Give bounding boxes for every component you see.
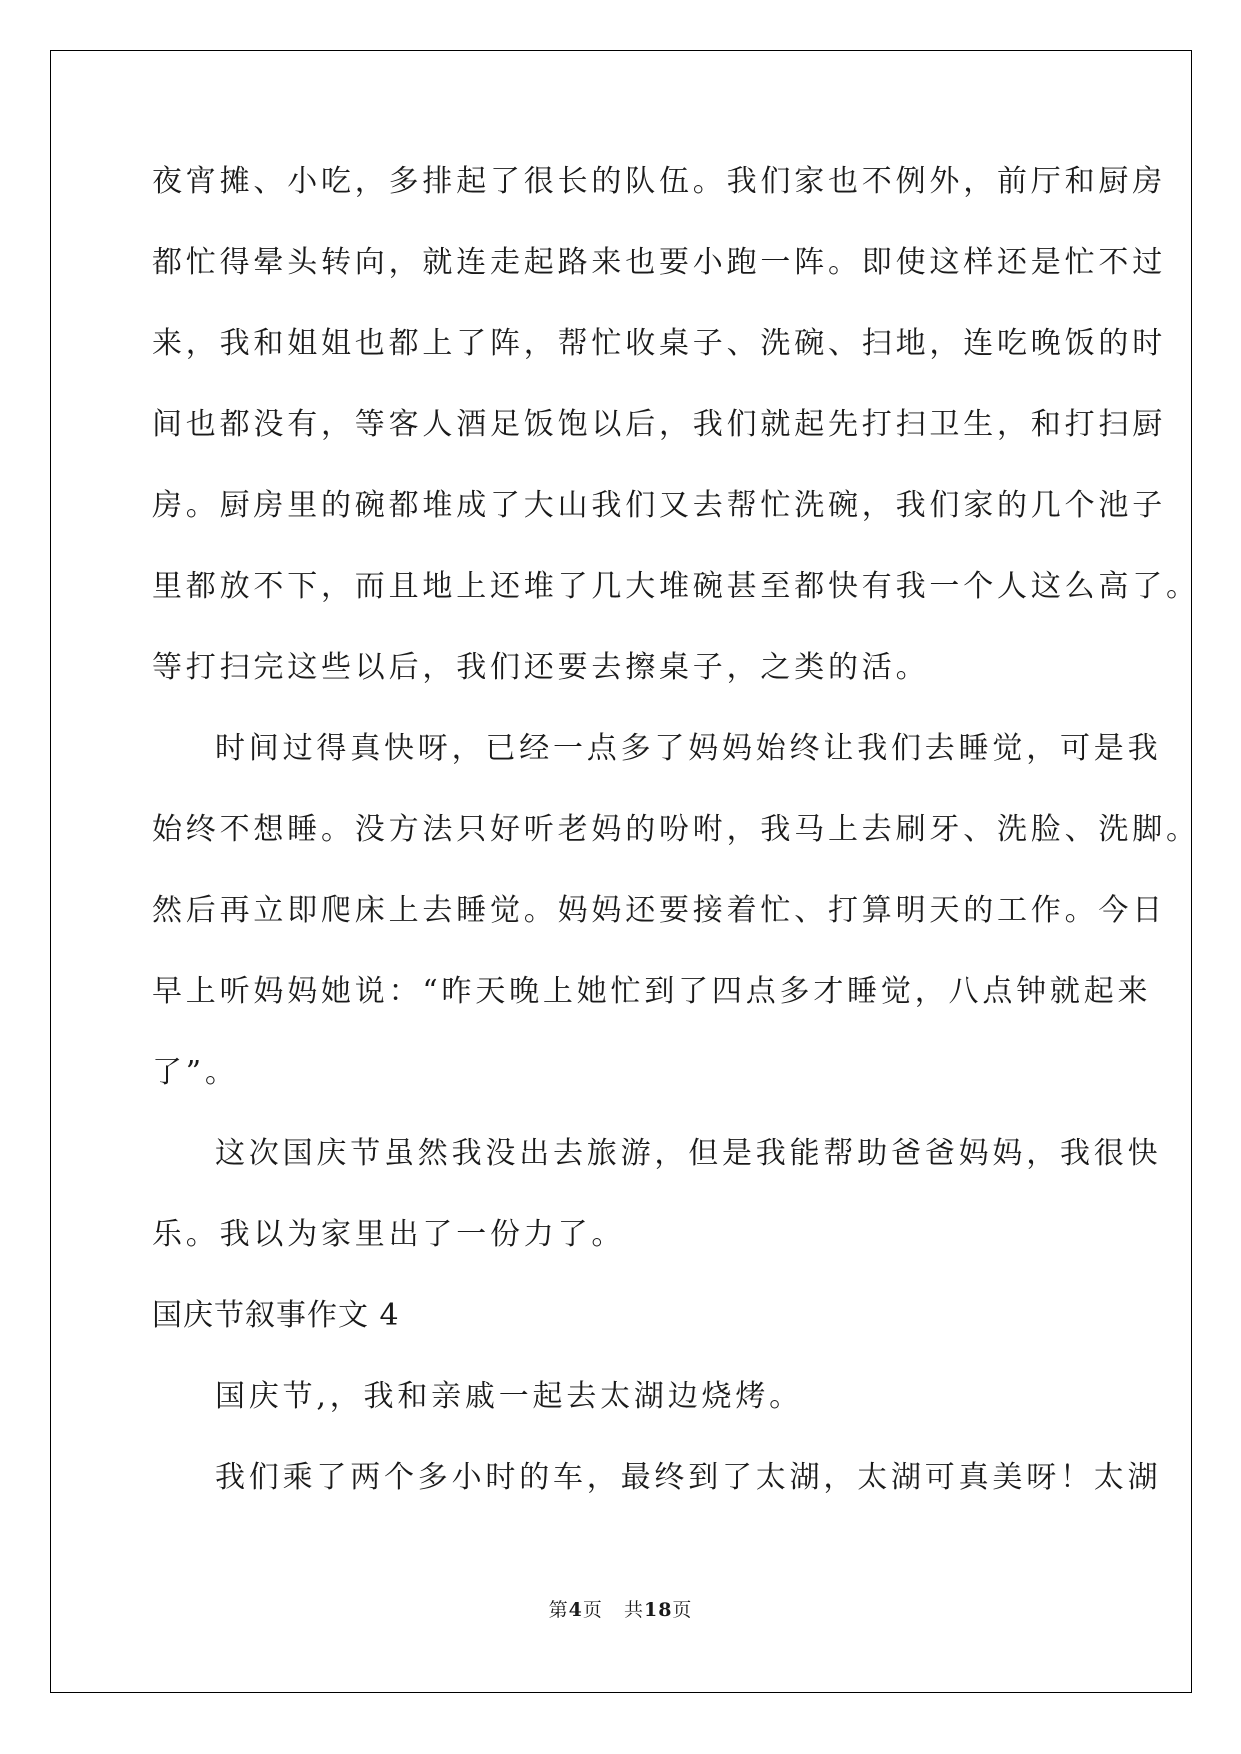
text-line: 房。厨房里的碗都堆成了大山我们又去帮忙洗碗，我们家的几个池子 <box>152 488 1166 523</box>
section-heading: 国庆节叙事作文 4 <box>152 1298 400 1333</box>
text-line: 这次国庆节虽然我没出去旅游，但是我能帮助爸爸妈妈，我很快 <box>215 1136 1162 1171</box>
text-line: 乐。我以为家里出了一份力了。 <box>152 1217 626 1252</box>
text-line: 国庆节,，我和亲戚一起去太湖边烧烤。 <box>215 1379 803 1414</box>
text-line: 夜宵摊、小吃，多排起了很长的队伍。我们家也不例外，前厅和厨房 <box>152 164 1166 199</box>
footer-total-prefix: 共 <box>623 1599 644 1621</box>
footer-prefix: 第 <box>548 1599 569 1621</box>
text-line: 了”。 <box>152 1055 239 1090</box>
text-line: 早上听妈妈她说：“昨天晚上她忙到了四点多才睡觉，八点钟就起来 <box>152 974 1152 1009</box>
text-line: 然后再立即爬床上去睡觉。妈妈还要接着忙、打算明天的工作。今日 <box>152 893 1166 928</box>
document-body <box>152 160 1200 1537</box>
page-footer <box>0 1595 1241 1622</box>
footer-total-pages: 18 <box>643 1599 673 1621</box>
footer-page-suffix: 页 <box>582 1599 603 1621</box>
text-line: 都忙得晕头转向，就连走起路来也要小跑一阵。即使这样还是忙不过 <box>152 245 1166 280</box>
text-line: 时间过得真快呀，已经一点多了妈妈始终让我们去睡觉，可是我 <box>215 731 1162 766</box>
footer-page-number: 4 <box>568 1599 583 1621</box>
text-line: 里都放不下，而且地上还堆了几大堆碗甚至都快有我一个人这么高了。 <box>152 569 1200 604</box>
text-line: 来，我和姐姐也都上了阵，帮忙收桌子、洗碗、扫地，连吃晚饭的时 <box>152 326 1166 361</box>
text-line: 始终不想睡。没方法只好听老妈的吩咐，我马上去刷牙、洗脸、洗脚。 <box>152 812 1200 847</box>
text-line: 我们乘了两个多小时的车，最终到了太湖，太湖可真美呀！太湖 <box>215 1460 1162 1495</box>
text-line: 间也都没有，等客人酒足饭饱以后，我们就起先打扫卫生，和打扫厨 <box>152 407 1166 442</box>
footer-total-suffix: 页 <box>672 1599 693 1621</box>
text-line: 等打扫完这些以后，我们还要去擦桌子，之类的活。 <box>152 650 930 685</box>
